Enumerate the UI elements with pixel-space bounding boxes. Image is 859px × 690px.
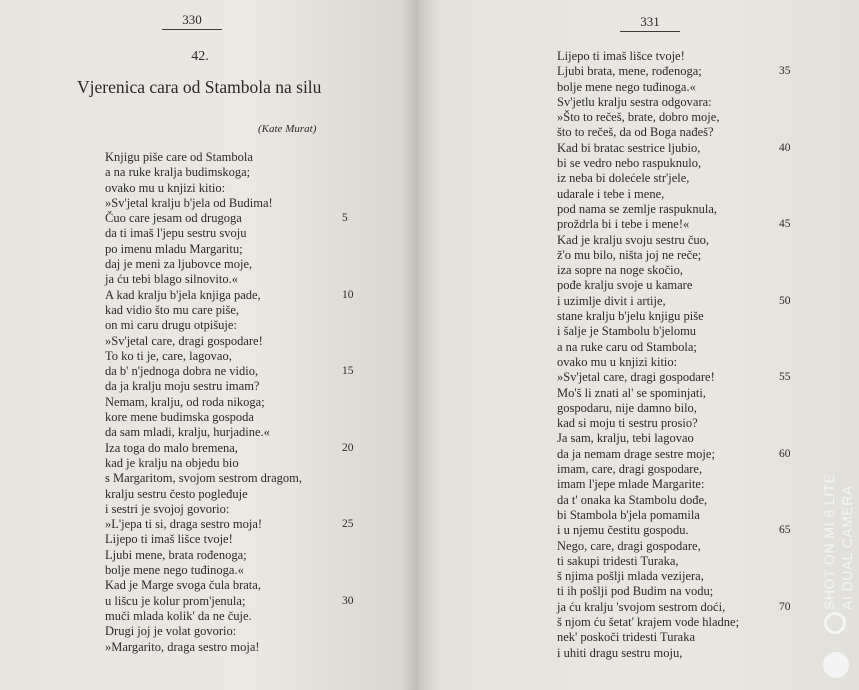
- verse-line: [557, 125, 827, 140]
- poem-title: Vjerenica cara od Stambola na silu: [77, 77, 322, 97]
- verse-line-text: kad si moju ti sestru prosio?: [557, 416, 698, 431]
- verse-line-text: Sv'jetlu kralju sestra odgovara:: [557, 94, 712, 109]
- verse-line: [105, 624, 365, 639]
- verse-line: [557, 110, 827, 125]
- verse-line: [105, 609, 365, 624]
- verse-line: [105, 517, 365, 532]
- verse-line-text: bi Stambola b'jela pomamila: [557, 507, 700, 522]
- verse-line-text: Nego, care, dragi gospodare,: [557, 538, 701, 553]
- poem-number: 42.: [191, 49, 209, 64]
- verse-line-text: i u njemu čestitu gospodu.: [557, 523, 689, 538]
- verse-line: [557, 493, 827, 508]
- line-number: 65: [779, 524, 791, 537]
- verse-line-text: ja ću kralju 'svojom sestrom doći,: [557, 599, 726, 614]
- verse-line: [105, 471, 365, 486]
- verse-line-text: »Sv'jetal care, dragi gospodare!: [557, 370, 715, 385]
- verse-line-text: nek' poskoči tridesti Turaka: [557, 630, 696, 645]
- verse-line: [557, 80, 827, 95]
- page-number-left: 330: [162, 12, 222, 30]
- verse-line: [105, 578, 365, 593]
- verse-line-text: Ljubi brata, mene, rođenoga;: [557, 64, 702, 79]
- verse-line-text: da b' n'jednoga dobra ne vidio,: [105, 364, 259, 379]
- verse-line-text: ovako mu u knjizi kitio:: [557, 354, 678, 369]
- verse-line-text: daj je meni za ljubovce moje,: [105, 257, 253, 272]
- verse-line-text: kralju sestru često pogleđuje: [105, 486, 248, 501]
- verse-line: [557, 523, 827, 538]
- verse-line-text: i sestri je svojoj govorio:: [105, 501, 230, 516]
- verse-line-text: To ko ti je, care, lagovao,: [105, 348, 232, 363]
- watermark-line1: SHOT ON MI 8 LITE: [821, 473, 837, 610]
- verse-line-text: Ja sam, kralju, tebi lagovao: [557, 431, 694, 446]
- verse-line-text: Kad bi bratac sestrice ljubio,: [557, 140, 701, 155]
- verse-line: [557, 248, 827, 263]
- verse-line-text: »Margarito, draga sestro moja!: [105, 639, 260, 654]
- left-page: [0, 0, 418, 690]
- verse-line-text: gospodaru, nije damno bilo,: [557, 400, 697, 415]
- verse-line-text: Čuo care jesam od drugoga: [105, 211, 242, 226]
- verse-line: [105, 196, 365, 211]
- verse-line-text: Kad je Marge svoga čula brata,: [105, 578, 261, 593]
- verse-line-text: »Sv'jetal care, dragi gospodare!: [105, 333, 263, 348]
- line-number: 60: [779, 447, 791, 460]
- verse-line: [105, 532, 365, 547]
- verse-line: [557, 95, 827, 110]
- verse-line: [557, 171, 827, 186]
- verse-line-text: po imenu mladu Margaritu;: [105, 241, 243, 256]
- verse-line: [557, 278, 827, 293]
- verse-line-text: Mo'š li znati al' se spominjati,: [557, 385, 706, 400]
- verse-line: [105, 425, 365, 440]
- verse-line: [557, 355, 827, 370]
- verse-line: [557, 615, 827, 630]
- verse-line-text: i šalje je Stambolu b'jelomu: [557, 324, 697, 339]
- verse-line: [557, 569, 827, 584]
- verse-line: [105, 150, 365, 165]
- verse-line: [557, 370, 827, 385]
- verse-line-text: »Što to rečeš, brate, dobro moje,: [557, 110, 720, 125]
- verse-line-text: kore mene budimska gospoda: [105, 410, 254, 425]
- verse-line-text: muči mlada kolik' da ne čuje.: [105, 608, 252, 623]
- verse-line-text: š njima pošlji mlada vezijera,: [557, 569, 704, 584]
- line-number: 15: [342, 365, 354, 378]
- verse-line-text: proždrla bi i tebe i mene!«: [557, 217, 690, 232]
- verse-line-text: i uzimlje divit i artije,: [557, 293, 666, 308]
- verse-line-text: da ti imaš l'jepu sestru svoju: [105, 226, 247, 241]
- verse-line: [105, 640, 365, 655]
- verse-line: [105, 487, 365, 502]
- verse-line-text: Ljubi mene, brata rođenoga;: [105, 547, 247, 562]
- verse-line-text: pođe kralju svoje u kamare: [557, 278, 693, 293]
- verse-line-text: imam l'jepe mlade Margarite:: [557, 477, 705, 492]
- verse-line-text: on mi caru drugu otpišuje:: [105, 318, 237, 333]
- verse-line: [105, 165, 365, 180]
- verse-line: [557, 340, 827, 355]
- verse-line-text: u lišcu je kolur prom'jenula;: [105, 593, 246, 608]
- verse-line: [557, 416, 827, 431]
- verse-line-text: bolje mene nego tuđinoga.«: [557, 79, 696, 94]
- verse-line-text: A kad kralju b'jela knjiga pade,: [105, 287, 261, 302]
- verse-line-text: bolje mene nego tuđinoga.«: [105, 563, 244, 578]
- verse-line-text: iz neba bi dolećele str'jele,: [557, 171, 690, 186]
- verse-line: [105, 502, 365, 517]
- verse-line: [105, 303, 365, 318]
- verse-line: [105, 349, 365, 364]
- verse-right: [557, 49, 827, 661]
- verse-line: [557, 141, 827, 156]
- verse-line-text: da ja nemam drage sestre moje;: [557, 446, 715, 461]
- verse-line-text: Nemam, kralju, od roda nikoga;: [105, 394, 265, 409]
- verse-line: [557, 263, 827, 278]
- verse-line: [105, 594, 365, 609]
- verse-left: [105, 150, 365, 655]
- verse-line-text: Lijepo ti imaš lišce tvoje!: [105, 532, 233, 547]
- verse-line-text: Lijepo ti imaš lišce tvoje!: [557, 49, 685, 63]
- verse-line: [557, 217, 827, 232]
- verse-line: [105, 456, 365, 471]
- verse-line-text: Iza toga do malo bremena,: [105, 440, 238, 455]
- verse-line: [105, 395, 365, 410]
- verse-line-text: Drugi joj je volat govorio:: [105, 624, 237, 639]
- verse-line-text: imam, care, dragi gospodare,: [557, 462, 703, 477]
- poem-source: (Kate Murat): [258, 123, 317, 135]
- watermark-dot-icon: [823, 652, 849, 678]
- verse-line-text: iza sopre na noge skočio,: [557, 263, 684, 278]
- line-number: 25: [342, 518, 354, 531]
- verse-line: [557, 202, 827, 217]
- verse-line: [105, 181, 365, 196]
- verse-line: [557, 447, 827, 462]
- verse-line: [105, 334, 365, 349]
- verse-line-text: stane kralju b'jelu knjigu piše: [557, 309, 704, 324]
- line-number: 40: [779, 141, 791, 154]
- verse-line: [557, 386, 827, 401]
- verse-line: [557, 584, 827, 599]
- verse-line-text: »Sv'jetal kralju b'jela od Budima!: [105, 195, 273, 210]
- verse-line-text: ti sakupi tridesti Turaka,: [557, 553, 679, 568]
- verse-line-text: š njom ću šetat' krajem vode hladne;: [557, 614, 740, 629]
- verse-line-text: kad je kralju na objedu bio: [105, 455, 239, 470]
- verse-line: [105, 257, 365, 272]
- verse-line-text: kad vidio što mu care piše,: [105, 302, 239, 317]
- verse-line: [105, 441, 365, 456]
- verse-line-text: ovako mu u knjizi kitio:: [105, 180, 226, 195]
- camera-watermark: [808, 430, 856, 688]
- verse-line-text: ti ih pošlji pod Budim na vodu;: [557, 584, 714, 599]
- verse-line-text: Kad je kralju svoju sestru čuo,: [557, 232, 710, 247]
- verse-line: [105, 364, 365, 379]
- verse-line-text: da sam mladi, kralju, hurjadine.«: [105, 425, 270, 440]
- verse-line-text: i uhiti dragu sestru moju,: [557, 645, 683, 660]
- watermark-line2: AI DUAL CAMERA: [839, 485, 855, 610]
- line-number: 5: [342, 212, 348, 225]
- line-number: 45: [779, 218, 791, 231]
- verse-line-text: što to rečeš, da od Boga nađeš?: [557, 125, 714, 140]
- verse-line: [557, 294, 827, 309]
- verse-line: [557, 64, 827, 79]
- verse-line: [105, 272, 365, 287]
- verse-line: [105, 548, 365, 563]
- verse-line-text: a na ruke caru od Stambola;: [557, 339, 697, 354]
- verse-line: [557, 187, 827, 202]
- line-number: 10: [342, 288, 354, 301]
- verse-line: [557, 646, 827, 661]
- verse-line-text: da t' onaka ka Stambolu dođe,: [557, 492, 708, 507]
- verse-line: [557, 49, 827, 64]
- verse-line-text: pod nama se zemlje raspuknula,: [557, 201, 718, 216]
- verse-line: [105, 288, 365, 303]
- verse-line: [557, 324, 827, 339]
- verse-line: [557, 156, 827, 171]
- verse-line-text: ž'o mu bilo, ništa joj ne reče;: [557, 247, 702, 262]
- verse-line: [557, 309, 827, 324]
- verse-line: [557, 477, 827, 492]
- verse-line: [105, 379, 365, 394]
- verse-line: [557, 431, 827, 446]
- verse-line: [557, 508, 827, 523]
- verse-line: [557, 630, 827, 645]
- verse-line: [557, 600, 827, 615]
- watermark-text: [820, 430, 856, 610]
- verse-line: [557, 539, 827, 554]
- verse-line: [557, 233, 827, 248]
- verse-line: [105, 242, 365, 257]
- verse-line: [105, 563, 365, 578]
- verse-line: [105, 226, 365, 241]
- verse-line: [557, 462, 827, 477]
- verse-line-text: da ja kralju moju sestru imam?: [105, 379, 260, 394]
- verse-line: [105, 211, 365, 226]
- verse-line-text: s Margaritom, svojom sestrom dragom,: [105, 471, 302, 486]
- line-number: 30: [342, 594, 354, 607]
- verse-line-text: Knjigu piše care od Stambola: [105, 150, 253, 164]
- verse-line: [557, 401, 827, 416]
- verse-line-text: »L'jepa ti si, draga sestro moja!: [105, 517, 263, 532]
- verse-line-text: udarale i tebe i mene,: [557, 186, 665, 201]
- verse-line-text: ja ću tebi blago silnovito.«: [105, 272, 238, 287]
- line-number: 35: [779, 65, 791, 78]
- verse-line: [557, 554, 827, 569]
- verse-line: [105, 318, 365, 333]
- line-number: 55: [779, 371, 791, 384]
- line-number: 20: [342, 441, 354, 454]
- watermark-ring-icon: [824, 612, 846, 634]
- line-number: 50: [779, 294, 791, 307]
- verse-line-text: bi se vedro nebo raspuknulo,: [557, 156, 702, 171]
- verse-line-text: a na ruke kralja budimskoga;: [105, 165, 251, 180]
- page-number-right: 331: [620, 14, 680, 32]
- verse-line: [105, 410, 365, 425]
- line-number: 70: [779, 600, 791, 613]
